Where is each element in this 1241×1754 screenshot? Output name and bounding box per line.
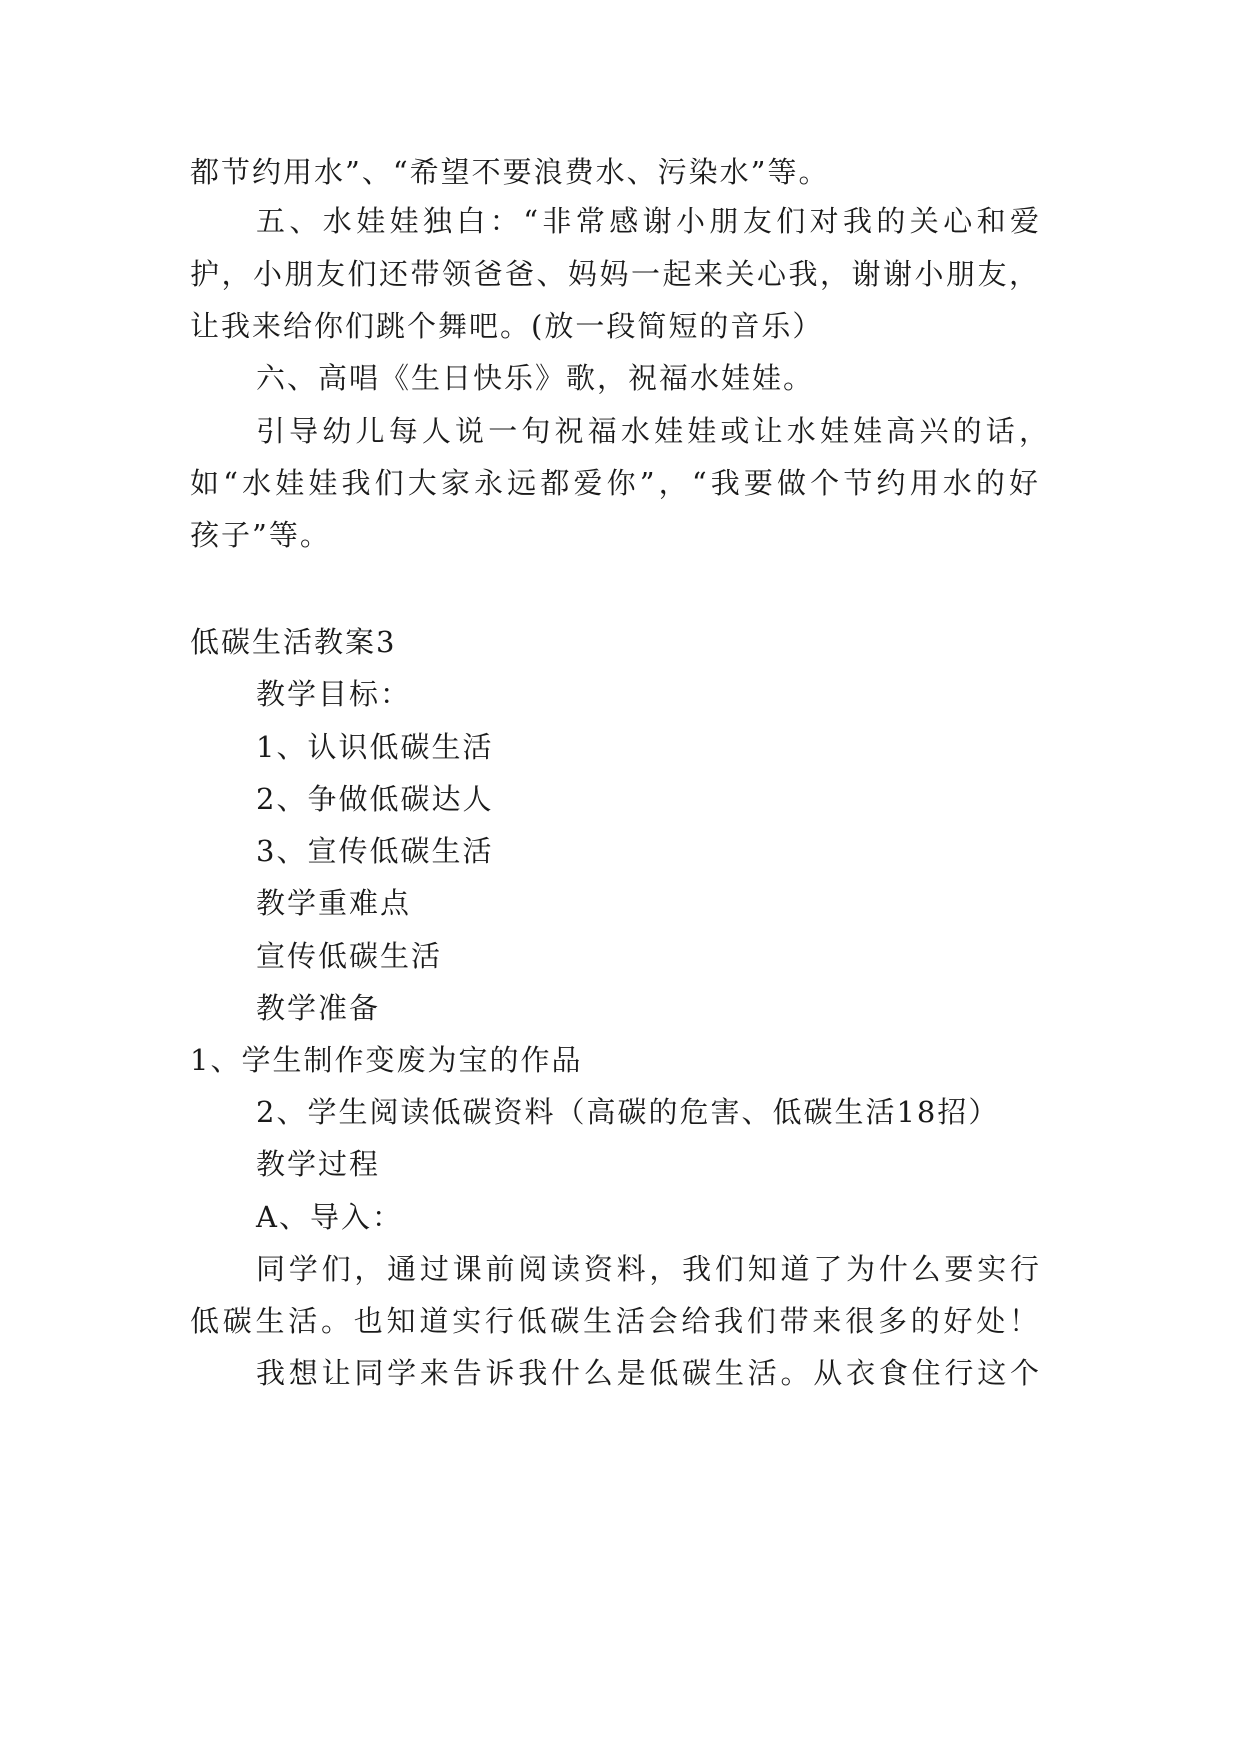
text-line: 我想让同学来告诉我什么是低碳生活。从衣食住行这个 — [256, 1356, 1041, 1390]
text-line: 1、认识低碳生活 — [256, 730, 494, 764]
text-line: 教学过程 — [256, 1147, 381, 1181]
text-line: 教学目标： — [256, 677, 412, 711]
text-line: 五、水娃娃独白：“非常感谢小朋友们对我的关心和爱 — [256, 204, 1041, 238]
text-line: 2、学生阅读低碳资料（高碳的危害、低碳生活18招） — [256, 1095, 1000, 1129]
text-line: 六、高唱《生日快乐》歌，祝福水娃娃。 — [256, 361, 815, 395]
text-line: A、导入： — [256, 1200, 403, 1234]
text-line: 低碳生活。也知道实行低碳生活会给我们带来很多的好处！ — [190, 1304, 1040, 1338]
text-line: 孩子”等。 — [190, 518, 331, 552]
text-line: 3、宣传低碳生活 — [256, 834, 494, 868]
text-line: 如“水娃娃我们大家永远都爱你”，“我要做个节约用水的好 — [190, 466, 1040, 500]
section-title: 低碳生活教案3 — [190, 625, 397, 659]
text-line: 引导幼儿每人说一句祝福水娃娃或让水娃娃高兴的话， — [256, 414, 1050, 448]
text-line: 都节约用水”、“希望不要浪费水、污染水”等。 — [190, 155, 830, 189]
text-line: 教学准备 — [256, 991, 381, 1025]
text-line: 让我来给你们跳个舞吧。(放一段简短的音乐） — [190, 309, 824, 343]
text-line: 1、学生制作变废为宝的作品 — [190, 1043, 583, 1077]
text-line: 宣传低碳生活 — [256, 939, 443, 973]
text-line: 护，小朋友们还带领爸爸、妈妈一起来关心我，谢谢小朋友， — [190, 257, 1040, 291]
text-line: 同学们，通过课前阅读资料，我们知道了为什么要实行 — [256, 1252, 1041, 1286]
text-line: 教学重难点 — [256, 886, 412, 920]
text-line: 2、争做低碳达人 — [256, 782, 494, 816]
